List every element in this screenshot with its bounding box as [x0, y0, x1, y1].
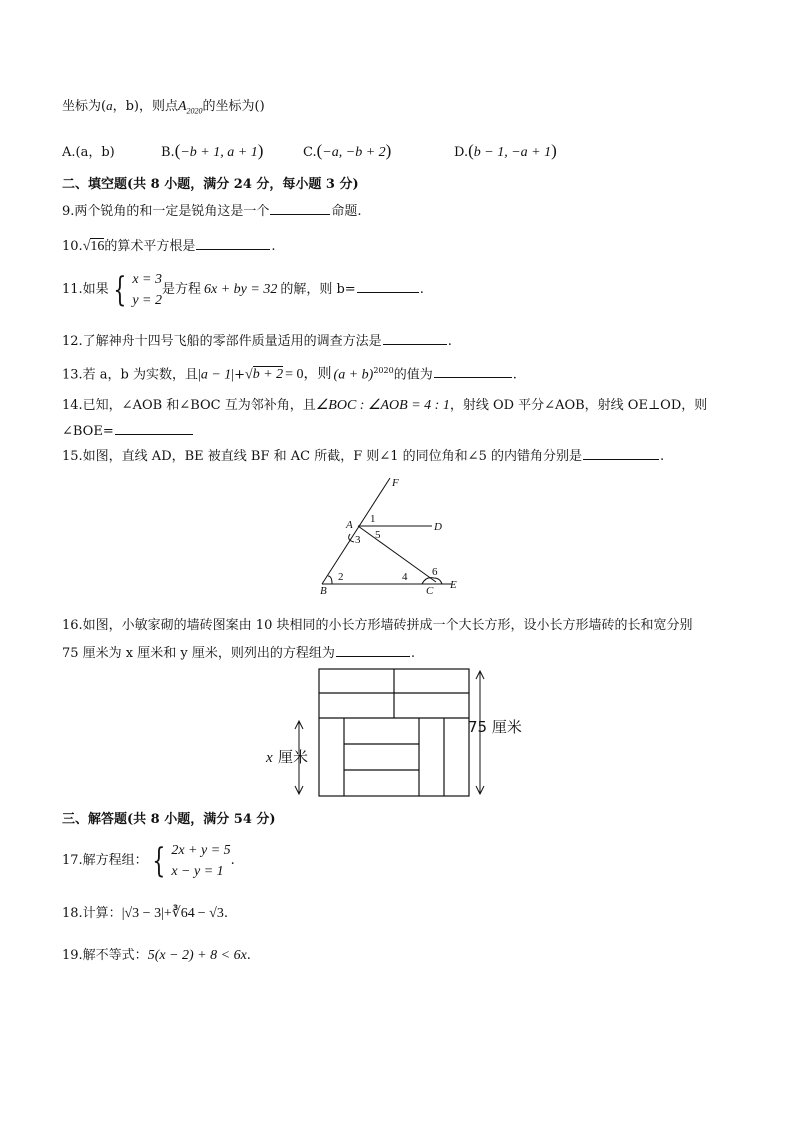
- fig15-label-d: D: [434, 521, 442, 533]
- q9-before: 9.两个锐角的和一定是锐角这是一个: [62, 204, 270, 219]
- fig15-label-a: A: [346, 519, 353, 531]
- q11-after: 的解，则 b=: [280, 282, 356, 297]
- fig16-label-x: x: [266, 750, 273, 766]
- q14-text-b: ，射线 OD 平分∠AOB，射线 OE⊥OD，则: [449, 398, 708, 413]
- q15: 15.如图，直线 AD，BE 被直线 BF 和 AC 所截，F 则∠1 的同位角和∠5 的内错角分别是 .: [62, 445, 664, 466]
- q16-line2-text: 75 厘米为 x 厘米和 y 厘米，则列出的方程组为: [62, 646, 335, 661]
- q9: [62, 200, 362, 221]
- q10-after: 的算术平方根是: [104, 239, 196, 254]
- q8-option-d[interactable]: D.(b − 1, −a + 1): [454, 141, 557, 160]
- q13-blank[interactable]: [434, 363, 512, 378]
- fig15-label-b: B: [320, 585, 327, 596]
- q14-text-a: 14.已知，∠AOB 和∠BOC 互为邻补角，且: [62, 398, 316, 413]
- section3-title: 三、解答题(共 8 小题，满分 54 分): [62, 812, 276, 827]
- q13-exp: 2020: [373, 366, 394, 375]
- q8-option-a-text: A.(a，b): [62, 145, 115, 160]
- fig15-label-3: 3: [355, 534, 361, 546]
- q16-figure: [264, 666, 544, 802]
- q17-before: 17.解方程组：: [62, 853, 148, 868]
- q13-plus: +: [234, 367, 245, 383]
- q13: 13.若 a，b 为实数，且|a − 1|+√b + 2 = 0，则 $(a + b)^{2020}$的值为 .: [62, 362, 517, 384]
- q8-option-b-math: −b + 1, a + 1: [180, 145, 258, 160]
- q12-text: 12.了解神舟十四号飞船的零部件质量适用的调查方法是: [62, 334, 382, 349]
- q15-figure: [310, 472, 470, 596]
- q18-minus: − √3: [197, 906, 224, 921]
- q11-equation: 6x + by = 32: [204, 282, 278, 297]
- fig15-label-1: 1: [370, 513, 376, 525]
- fig15-label-c: C: [426, 585, 434, 596]
- q9-blank[interactable]: [270, 200, 330, 215]
- q11-blank[interactable]: [357, 278, 419, 293]
- q18-cube-root: ∛64: [171, 906, 195, 921]
- q8-stem-b: ，b)，则点: [112, 99, 178, 114]
- q11-eq1: x = 3: [132, 271, 162, 287]
- q16-line1: 16.如图，小敏家砌的墙砖图案由 10 块相同的小长方形墙砖拼成一个大长方形，设小长方形墙砖的长和宽分别: [62, 618, 693, 633]
- q10: 10.√16的算术平方根是 .: [62, 235, 276, 256]
- q8-option-d-math: b − 1, −a + 1: [473, 145, 552, 160]
- q8-point: A: [177, 99, 187, 114]
- fig15-label-f: F: [392, 477, 399, 489]
- q8-option-d-label: D.: [454, 145, 469, 160]
- fig15-label-e: E: [450, 579, 457, 591]
- q10-radicand: 16: [90, 239, 105, 254]
- line-ac: [358, 526, 436, 582]
- q19-inequality: 5(x − 2) + 8 < 6x: [147, 948, 247, 963]
- q11-system: { x = 3 y = 2: [113, 269, 162, 310]
- q14-ratio: ∠BOC : ∠AOB = 4 : 1: [315, 398, 450, 413]
- q8-option-c-math: −a, −b + 2: [322, 145, 386, 160]
- q11-mid: 是方程: [162, 282, 202, 297]
- q19-before: 19.解不等式：: [62, 948, 148, 963]
- q10-blank[interactable]: [196, 235, 270, 250]
- q18-end: .: [223, 906, 228, 921]
- fig15-label-5: 5: [375, 529, 381, 541]
- q14-blank[interactable]: [115, 420, 193, 435]
- q17-eq1: 2x + y = 5: [171, 842, 231, 858]
- q13-radicand: b + 2: [252, 367, 284, 383]
- q13-abs: a − 1: [200, 367, 232, 383]
- q11-before: 11.如果: [62, 282, 109, 297]
- q18-abs: √3 − 3: [124, 906, 162, 921]
- q17-eq2: x − y = 1: [171, 863, 224, 879]
- q16-blank[interactable]: [336, 642, 410, 657]
- q8-option-c[interactable]: C.(−a, −b + 2): [303, 141, 392, 160]
- q10-num: 10.: [62, 239, 83, 254]
- q8-option-a[interactable]: [62, 141, 115, 160]
- q11: 11.如果 { x = 3 y = 2 是方程 6x + by = 32 的解，则 b= .: [62, 269, 424, 310]
- q13-after: 的值为: [393, 367, 433, 383]
- q12-blank[interactable]: [383, 330, 447, 345]
- q8-option-b[interactable]: B.(−b + 1, a + 1): [161, 141, 264, 160]
- q8-stem: [62, 97, 265, 121]
- q17-end: .: [230, 853, 235, 868]
- q8-option-b-label: B.: [161, 145, 175, 160]
- q8-stem-c: 的坐标为(): [202, 99, 265, 114]
- q17: [62, 838, 235, 884]
- fig15-label-4: 4: [402, 571, 408, 583]
- q11-eq2: y = 2: [132, 292, 162, 308]
- q18-before: 18.计算：: [62, 906, 122, 921]
- q13-base: (a + b): [333, 367, 374, 383]
- q8-point-sub: 2020: [186, 106, 203, 116]
- q19-end: .: [246, 948, 251, 963]
- fig15-label-6: 6: [432, 566, 438, 578]
- q16-line2: 75 厘米为 x 厘米和 y 厘米，则列出的方程组为 .: [62, 642, 415, 663]
- q9-after: 命题.: [331, 204, 362, 219]
- q18: 18.计算：|√3 − 3|+∛64 − √3.: [62, 906, 228, 921]
- section2-title: 二、填空题(共 8 小题，满分 24 分，每小题 3 分): [62, 177, 359, 192]
- q14-line1: [62, 397, 707, 415]
- fig15-label-2: 2: [338, 571, 344, 583]
- q15-text: 15.如图，直线 AD，BE 被直线 BF 和 AC 所截，F 则∠1 的同位角和∠5 的内错角分别是: [62, 449, 582, 464]
- fig16-label-x-unit: 厘米: [278, 748, 309, 766]
- q8-option-c-label: C.: [303, 145, 317, 160]
- q13-eq: = 0，则: [285, 367, 332, 383]
- q12: 12.了解神舟十四号飞船的零部件质量适用的调查方法是 .: [62, 330, 452, 351]
- q8-stem-a: 坐标为(: [62, 99, 107, 114]
- q8-stem-var: a: [106, 98, 113, 113]
- q13-before: 13.若 a，b 为实数，且: [62, 367, 199, 383]
- q18-plus: +: [163, 906, 172, 921]
- fig16-label-75: 75 厘米: [468, 718, 522, 736]
- q14-line2-text: ∠BOE=: [62, 424, 114, 439]
- q14-line2: [62, 420, 194, 441]
- angle-mark-2: [328, 576, 332, 584]
- q19: [62, 947, 251, 965]
- q15-blank[interactable]: [583, 445, 659, 460]
- q17-system: { 2x + y = 5 x − y = 1: [152, 840, 231, 881]
